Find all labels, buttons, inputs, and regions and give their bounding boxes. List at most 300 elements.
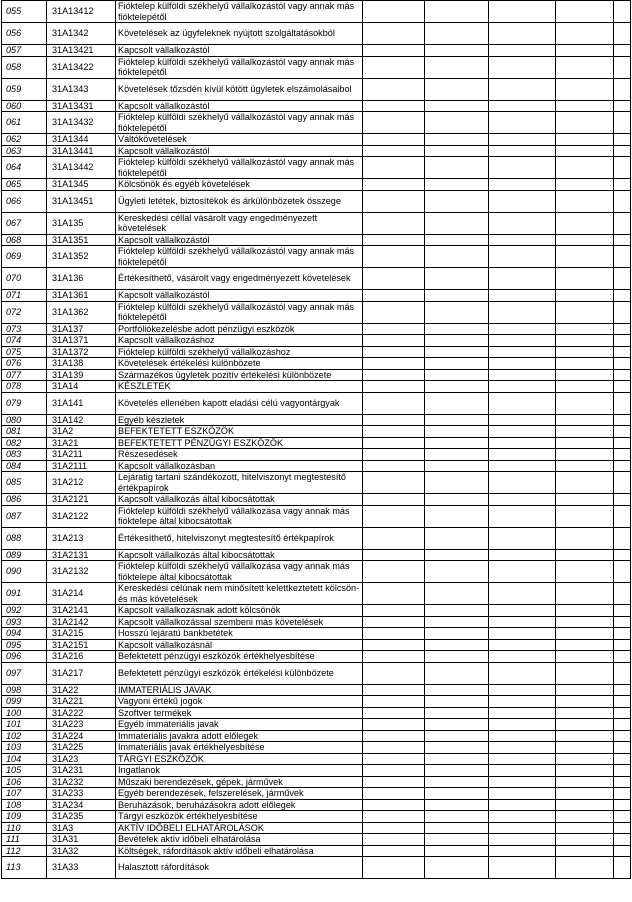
table-row bbox=[2, 776, 631, 788]
value-cell bbox=[614, 845, 631, 857]
account-description: TÁRGYI ESZKÖZÖK bbox=[116, 753, 363, 765]
account-description: Kereskedési célúnak nem minősített kelettkeztetett kölcsön- és más követelések bbox=[116, 583, 363, 605]
table-row bbox=[2, 346, 631, 358]
account-description: Tárgyi eszközök értékhelyesbítése bbox=[116, 811, 363, 823]
value-cell bbox=[489, 605, 556, 617]
account-code: 31A2131 bbox=[47, 549, 116, 561]
value-cell bbox=[363, 834, 425, 846]
value-cell bbox=[425, 392, 489, 414]
value-cell bbox=[425, 45, 489, 57]
value-cell bbox=[363, 605, 425, 617]
table-row bbox=[2, 472, 631, 494]
value-cell bbox=[489, 776, 556, 788]
account-description: Portfóliókezelésbe adott pénzügyi eszközök bbox=[116, 323, 363, 335]
value-cell bbox=[425, 549, 489, 561]
account-description: Immateriális javak értékhelyesbítése bbox=[116, 742, 363, 754]
value-cell bbox=[363, 1, 425, 23]
value-cell bbox=[489, 799, 556, 811]
value-cell bbox=[425, 56, 489, 78]
value-cell bbox=[363, 414, 425, 426]
value-cell bbox=[556, 268, 614, 290]
row-number: 058 bbox=[2, 56, 47, 78]
value-cell bbox=[556, 639, 614, 651]
value-cell bbox=[489, 822, 556, 834]
value-cell bbox=[425, 346, 489, 358]
value-cell bbox=[556, 857, 614, 879]
account-description: Fióktelep külföldi székhelyű vállalkozástól vagy annak más fióktelepétől bbox=[116, 56, 363, 78]
value-cell bbox=[425, 78, 489, 100]
value-cell bbox=[556, 100, 614, 112]
value-cell bbox=[425, 494, 489, 506]
value-cell bbox=[363, 684, 425, 696]
account-code: 31A235 bbox=[47, 811, 116, 823]
value-cell bbox=[363, 742, 425, 754]
value-cell bbox=[556, 369, 614, 381]
account-code: 31A22 bbox=[47, 684, 116, 696]
value-cell bbox=[425, 799, 489, 811]
table-body bbox=[2, 1, 631, 879]
row-number: 102 bbox=[2, 730, 47, 742]
account-code: 31A21 bbox=[47, 437, 116, 449]
table-row bbox=[2, 56, 631, 78]
account-code: 31A137 bbox=[47, 323, 116, 335]
account-description: Követelések tőzsdén kívül kötött ügyletek elszámolásaibol bbox=[116, 78, 363, 100]
value-cell bbox=[614, 605, 631, 617]
value-cell bbox=[425, 742, 489, 754]
account-description: Kapcsolt vállalkozástól bbox=[116, 100, 363, 112]
value-cell bbox=[489, 651, 556, 663]
row-number: 079 bbox=[2, 392, 47, 414]
table-row bbox=[2, 696, 631, 708]
value-cell bbox=[489, 494, 556, 506]
account-code: 31A2122 bbox=[47, 505, 116, 527]
table-row bbox=[2, 494, 631, 506]
table-row bbox=[2, 834, 631, 846]
account-description: Ingatlanok bbox=[116, 765, 363, 777]
value-cell bbox=[363, 696, 425, 708]
value-cell bbox=[363, 369, 425, 381]
value-cell bbox=[614, 799, 631, 811]
account-code: 31A2132 bbox=[47, 561, 116, 583]
account-description: Fióktelep külföldi székhelyű vállalkozása vagy annak más fióktelepe által kibocsátottak bbox=[116, 505, 363, 527]
value-cell bbox=[489, 696, 556, 708]
account-code: 31A213 bbox=[47, 527, 116, 549]
value-cell bbox=[556, 472, 614, 494]
row-number: 082 bbox=[2, 437, 47, 449]
value-cell bbox=[425, 1, 489, 23]
value-cell bbox=[614, 358, 631, 370]
table-row bbox=[2, 335, 631, 347]
value-cell bbox=[614, 730, 631, 742]
value-cell bbox=[425, 358, 489, 370]
account-description: Kapcsolt vállalkozástól bbox=[116, 45, 363, 57]
account-description: Kapcsolt vállalkozás által kibocsátottak bbox=[116, 494, 363, 506]
value-cell bbox=[363, 527, 425, 549]
value-cell bbox=[614, 100, 631, 112]
value-cell bbox=[425, 290, 489, 302]
table-row bbox=[2, 392, 631, 414]
account-description: Kapcsolt vállalkozástól bbox=[116, 145, 363, 157]
value-cell bbox=[363, 112, 425, 134]
value-cell bbox=[614, 460, 631, 472]
account-description: Műszaki berendezések, gépek, járművek bbox=[116, 776, 363, 788]
value-cell bbox=[489, 662, 556, 684]
value-cell bbox=[614, 1, 631, 23]
value-cell bbox=[363, 494, 425, 506]
value-cell bbox=[556, 616, 614, 628]
account-code: 31A221 bbox=[47, 696, 116, 708]
value-cell bbox=[425, 822, 489, 834]
row-number: 071 bbox=[2, 290, 47, 302]
value-cell bbox=[363, 799, 425, 811]
value-cell bbox=[556, 78, 614, 100]
account-description: Immateriális javakra adott előlegek bbox=[116, 730, 363, 742]
value-cell bbox=[556, 449, 614, 461]
table-row bbox=[2, 765, 631, 777]
value-cell bbox=[556, 157, 614, 179]
value-cell bbox=[425, 605, 489, 617]
row-number: 059 bbox=[2, 78, 47, 100]
value-cell bbox=[489, 45, 556, 57]
value-cell bbox=[489, 472, 556, 494]
value-cell bbox=[556, 707, 614, 719]
account-code: 31A232 bbox=[47, 776, 116, 788]
table-row bbox=[2, 414, 631, 426]
account-code: 31A224 bbox=[47, 730, 116, 742]
row-number: 066 bbox=[2, 190, 47, 212]
account-code: 31A2111 bbox=[47, 460, 116, 472]
row-number: 061 bbox=[2, 112, 47, 134]
value-cell bbox=[614, 822, 631, 834]
value-cell bbox=[489, 742, 556, 754]
row-number: 106 bbox=[2, 776, 47, 788]
value-cell bbox=[425, 437, 489, 449]
account-code: 31A2142 bbox=[47, 616, 116, 628]
value-cell bbox=[363, 100, 425, 112]
value-cell bbox=[614, 414, 631, 426]
table-row bbox=[2, 822, 631, 834]
account-description: Váltókövetelések bbox=[116, 134, 363, 146]
value-cell bbox=[556, 212, 614, 234]
row-number: 110 bbox=[2, 822, 47, 834]
account-description: Bevételek aktív időbeli elhatárolása bbox=[116, 834, 363, 846]
account-code: 31A136 bbox=[47, 268, 116, 290]
value-cell bbox=[556, 834, 614, 846]
value-cell bbox=[614, 301, 631, 323]
account-description: Fióktelep külföldi székhelyű vállalkozástól vagy annak más fióktelepétől bbox=[116, 157, 363, 179]
value-cell bbox=[556, 234, 614, 246]
value-cell bbox=[363, 437, 425, 449]
account-description: Fióktelep külföldi székhelyű vállalkozástól vagy annak más fióktelepétől bbox=[116, 1, 363, 23]
account-code: 31A142 bbox=[47, 414, 116, 426]
value-cell bbox=[614, 549, 631, 561]
value-cell bbox=[363, 857, 425, 879]
value-cell bbox=[363, 583, 425, 605]
value-cell bbox=[425, 684, 489, 696]
table-row bbox=[2, 651, 631, 663]
value-cell bbox=[614, 392, 631, 414]
row-number: 111 bbox=[2, 834, 47, 846]
row-number: 065 bbox=[2, 179, 47, 191]
account-code: 31A225 bbox=[47, 742, 116, 754]
value-cell bbox=[489, 730, 556, 742]
row-number: 060 bbox=[2, 100, 47, 112]
account-description: Kapcsolt vállalkozásnál bbox=[116, 639, 363, 651]
table-row bbox=[2, 190, 631, 212]
account-code: 31A1352 bbox=[47, 246, 116, 268]
value-cell bbox=[363, 505, 425, 527]
row-number: 078 bbox=[2, 381, 47, 393]
table-row bbox=[2, 561, 631, 583]
value-cell bbox=[363, 392, 425, 414]
account-code: 31A212 bbox=[47, 472, 116, 494]
account-code: 31A234 bbox=[47, 799, 116, 811]
value-cell bbox=[425, 414, 489, 426]
value-cell bbox=[425, 460, 489, 472]
value-cell bbox=[363, 212, 425, 234]
value-cell bbox=[614, 561, 631, 583]
value-cell bbox=[614, 335, 631, 347]
value-cell bbox=[489, 414, 556, 426]
account-code: 31A2121 bbox=[47, 494, 116, 506]
value-cell bbox=[556, 460, 614, 472]
value-cell bbox=[425, 628, 489, 640]
value-cell bbox=[425, 583, 489, 605]
row-number: 081 bbox=[2, 426, 47, 438]
value-cell bbox=[556, 437, 614, 449]
table-row bbox=[2, 290, 631, 302]
account-code: 31A223 bbox=[47, 719, 116, 731]
table-row bbox=[2, 788, 631, 800]
value-cell bbox=[425, 426, 489, 438]
value-cell bbox=[489, 301, 556, 323]
value-cell bbox=[363, 56, 425, 78]
value-cell bbox=[489, 392, 556, 414]
row-number: 087 bbox=[2, 505, 47, 527]
value-cell bbox=[489, 381, 556, 393]
value-cell bbox=[425, 100, 489, 112]
value-cell bbox=[614, 628, 631, 640]
account-code: 31A1372 bbox=[47, 346, 116, 358]
table-row bbox=[2, 78, 631, 100]
value-cell bbox=[363, 639, 425, 651]
value-cell bbox=[363, 730, 425, 742]
value-cell bbox=[425, 23, 489, 45]
value-cell bbox=[363, 179, 425, 191]
row-number: 108 bbox=[2, 799, 47, 811]
value-cell bbox=[556, 527, 614, 549]
row-number: 073 bbox=[2, 323, 47, 335]
value-cell bbox=[489, 845, 556, 857]
row-number: 100 bbox=[2, 707, 47, 719]
value-cell bbox=[489, 765, 556, 777]
row-number: 077 bbox=[2, 369, 47, 381]
account-description: Kapcsolt vállalkozástól bbox=[116, 234, 363, 246]
account-description: Fióktelep külföldi székhelyű vállalkozástól vagy annak más fióktelepétől bbox=[116, 246, 363, 268]
account-code: 31A141 bbox=[47, 392, 116, 414]
value-cell bbox=[614, 56, 631, 78]
value-cell bbox=[614, 212, 631, 234]
account-description: Követelések az ügyfeleknek nyújtott szolgáltatásokból bbox=[116, 23, 363, 45]
value-cell bbox=[614, 719, 631, 731]
account-code: 31A14 bbox=[47, 381, 116, 393]
account-description: Kereskedési céllal vásárolt vagy engedményezett követelések bbox=[116, 212, 363, 234]
value-cell bbox=[425, 323, 489, 335]
value-cell bbox=[363, 811, 425, 823]
row-number: 089 bbox=[2, 549, 47, 561]
table-row bbox=[2, 323, 631, 335]
value-cell bbox=[556, 145, 614, 157]
value-cell bbox=[614, 234, 631, 246]
value-cell bbox=[556, 651, 614, 663]
account-description: Lejáratig tartani szándékozott, hitelviszonyt megtestesítő értékpapírok bbox=[116, 472, 363, 494]
row-number: 063 bbox=[2, 145, 47, 157]
value-cell bbox=[556, 301, 614, 323]
value-cell bbox=[614, 696, 631, 708]
value-cell bbox=[489, 323, 556, 335]
row-number: 068 bbox=[2, 234, 47, 246]
value-cell bbox=[489, 719, 556, 731]
value-cell bbox=[363, 323, 425, 335]
account-code: 31A217 bbox=[47, 662, 116, 684]
value-cell bbox=[489, 811, 556, 823]
value-cell bbox=[489, 346, 556, 358]
value-cell bbox=[614, 437, 631, 449]
account-code: 31A222 bbox=[47, 707, 116, 719]
table-row bbox=[2, 134, 631, 146]
account-code: 31A1342 bbox=[47, 23, 116, 45]
account-code: 31A13422 bbox=[47, 56, 116, 78]
value-cell bbox=[425, 505, 489, 527]
account-description: Részesedések bbox=[116, 449, 363, 461]
value-cell bbox=[425, 527, 489, 549]
value-cell bbox=[363, 662, 425, 684]
value-cell bbox=[556, 45, 614, 57]
table-row bbox=[2, 449, 631, 461]
value-cell bbox=[614, 157, 631, 179]
value-cell bbox=[489, 684, 556, 696]
value-cell bbox=[614, 583, 631, 605]
value-cell bbox=[363, 45, 425, 57]
account-code: 31A135 bbox=[47, 212, 116, 234]
table-row bbox=[2, 369, 631, 381]
value-cell bbox=[425, 651, 489, 663]
value-cell bbox=[489, 234, 556, 246]
table-row bbox=[2, 1, 631, 23]
value-cell bbox=[614, 776, 631, 788]
value-cell bbox=[614, 246, 631, 268]
account-description: Szoftver termékek bbox=[116, 707, 363, 719]
value-cell bbox=[556, 742, 614, 754]
value-cell bbox=[489, 549, 556, 561]
account-code: 31A33 bbox=[47, 857, 116, 879]
value-cell bbox=[556, 494, 614, 506]
table-row bbox=[2, 753, 631, 765]
account-description: KÉSZLETEK bbox=[116, 381, 363, 393]
row-number: 062 bbox=[2, 134, 47, 146]
row-number: 112 bbox=[2, 845, 47, 857]
account-description: Egyéb készletek bbox=[116, 414, 363, 426]
value-cell bbox=[363, 776, 425, 788]
account-description: Kapcsolt vállalkozásban bbox=[116, 460, 363, 472]
value-cell bbox=[363, 651, 425, 663]
value-cell bbox=[489, 179, 556, 191]
account-code: 31A2141 bbox=[47, 605, 116, 617]
value-cell bbox=[425, 212, 489, 234]
value-cell bbox=[556, 381, 614, 393]
value-cell bbox=[363, 381, 425, 393]
value-cell bbox=[363, 358, 425, 370]
account-description: Hosszú lejáratú bankbetétek bbox=[116, 628, 363, 640]
account-code: 31A139 bbox=[47, 369, 116, 381]
value-cell bbox=[489, 788, 556, 800]
account-code: 31A13451 bbox=[47, 190, 116, 212]
account-code: 31A216 bbox=[47, 651, 116, 663]
value-cell bbox=[489, 561, 556, 583]
value-cell bbox=[489, 190, 556, 212]
value-cell bbox=[363, 549, 425, 561]
row-number: 056 bbox=[2, 23, 47, 45]
value-cell bbox=[614, 707, 631, 719]
value-cell bbox=[425, 561, 489, 583]
account-description: Értékesíthető, hitelviszonyt megtestesítő értékpapírok bbox=[116, 527, 363, 549]
row-number: 075 bbox=[2, 346, 47, 358]
value-cell bbox=[614, 788, 631, 800]
value-cell bbox=[489, 707, 556, 719]
value-cell bbox=[614, 834, 631, 846]
value-cell bbox=[556, 23, 614, 45]
value-cell bbox=[556, 246, 614, 268]
account-description: Fióktelep külföldi székhelyű vállalkozáshoz bbox=[116, 346, 363, 358]
account-code: 31A13431 bbox=[47, 100, 116, 112]
value-cell bbox=[425, 157, 489, 179]
table-row bbox=[2, 301, 631, 323]
table-row bbox=[2, 527, 631, 549]
value-cell bbox=[425, 268, 489, 290]
value-cell bbox=[363, 190, 425, 212]
account-description: Költségek, ráfordítások aktív időbeli elhatárolása bbox=[116, 845, 363, 857]
account-description: Kapcsolt vállalkozás által kibocsátottak bbox=[116, 549, 363, 561]
row-number: 103 bbox=[2, 742, 47, 754]
row-number: 080 bbox=[2, 414, 47, 426]
account-description: Értékesíthető, vásárolt vagy engedményezett követelések bbox=[116, 268, 363, 290]
value-cell bbox=[614, 369, 631, 381]
value-cell bbox=[489, 335, 556, 347]
table-row bbox=[2, 799, 631, 811]
value-cell bbox=[363, 753, 425, 765]
account-description: Kölcsönök és egyéb követelések bbox=[116, 179, 363, 191]
value-cell bbox=[363, 788, 425, 800]
row-number: 057 bbox=[2, 45, 47, 57]
account-description: Egyéb berendezések, felszerelések, járművek bbox=[116, 788, 363, 800]
account-code: 31A1343 bbox=[47, 78, 116, 100]
value-cell bbox=[489, 246, 556, 268]
account-description: IMMATERIÁLIS JAVAK bbox=[116, 684, 363, 696]
value-cell bbox=[614, 811, 631, 823]
table-row bbox=[2, 730, 631, 742]
value-cell bbox=[363, 616, 425, 628]
row-number: 101 bbox=[2, 719, 47, 731]
value-cell bbox=[614, 527, 631, 549]
value-cell bbox=[614, 494, 631, 506]
row-number: 064 bbox=[2, 157, 47, 179]
value-cell bbox=[614, 651, 631, 663]
value-cell bbox=[614, 346, 631, 358]
account-code: 31A1371 bbox=[47, 335, 116, 347]
value-cell bbox=[556, 776, 614, 788]
value-cell bbox=[489, 753, 556, 765]
value-cell bbox=[489, 134, 556, 146]
